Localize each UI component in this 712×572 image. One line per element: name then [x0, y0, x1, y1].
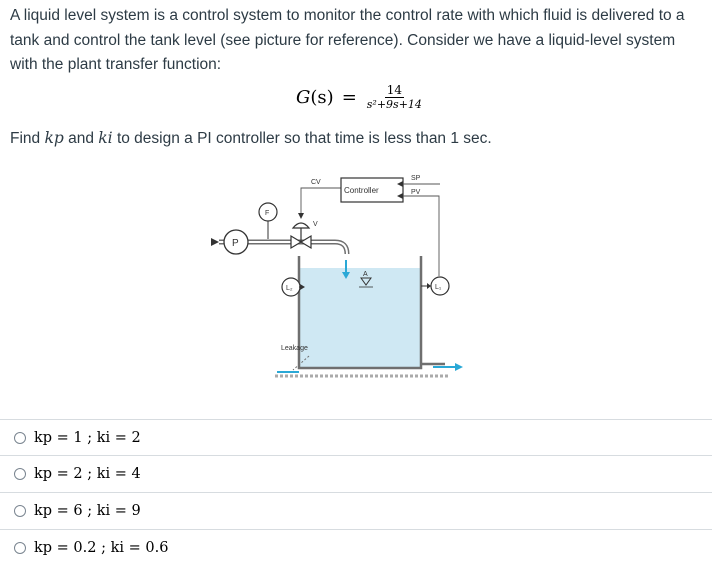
cv-arrowhead-icon — [298, 213, 304, 219]
leakage-label: Leakage — [281, 345, 308, 352]
valve-actuator-icon — [293, 223, 309, 228]
sp-label: SP — [411, 175, 421, 182]
valve-label: V — [313, 221, 318, 228]
formula-lhs: G(s) — [296, 87, 334, 108]
kp-symbol: kp — [44, 129, 64, 147]
l1-arrowhead-icon — [427, 283, 431, 289]
option-text: kp = 6 ; ki = 9 — [34, 503, 141, 519]
area-label: A — [363, 271, 368, 278]
option-text: kp = 0.2 ; ki = 0.6 — [34, 540, 169, 556]
radio-button[interactable] — [14, 432, 26, 444]
answer-options — [0, 419, 712, 566]
cv-label: CV — [311, 179, 321, 186]
answer-option-4[interactable] — [0, 529, 712, 566]
formula-equals: = — [341, 87, 357, 108]
tank-water — [299, 268, 421, 368]
question-prompt: Find kp and ki to design a PI controller so that time is less than 1 sec. — [10, 129, 492, 147]
radio-button[interactable] — [14, 468, 26, 480]
outlet-arrowhead-icon — [455, 363, 463, 371]
cv-signal-line — [301, 188, 341, 218]
formula-numerator: 14 — [386, 83, 402, 97]
liquid-level-diagram — [205, 168, 470, 388]
option-text: kp = 1 ; ki = 2 — [34, 429, 141, 446]
l1-sensor-label: L₁ — [435, 284, 442, 291]
ki-symbol: ki — [98, 129, 113, 147]
formula-denominator: s²+9s+14 — [366, 98, 422, 111]
question-intro: A liquid level system is a control system to monitor the control rate with which fluid is delivered to a tank and control the tank level (see picture for reference). Consider we have a liquid-level system with the plant transfer function: — [10, 7, 685, 73]
transfer-function — [296, 84, 424, 111]
controller-label: Controller — [344, 186, 379, 195]
radio-button[interactable] — [14, 542, 26, 554]
answer-option-1[interactable] — [0, 419, 712, 455]
answer-option-2[interactable] — [0, 455, 712, 492]
formula-fraction — [365, 84, 424, 111]
valve-right-icon — [301, 236, 311, 248]
inlet-arrowhead-icon — [211, 238, 219, 246]
valve-left-icon — [291, 236, 301, 248]
option-text: kp = 2 ; ki = 4 — [34, 466, 141, 482]
l2-sensor-label: L₂ — [286, 285, 293, 292]
pv-label: PV — [411, 189, 421, 196]
pump-label: P — [232, 238, 239, 249]
flow-sensor-label: F — [265, 210, 270, 217]
radio-button[interactable] — [14, 505, 26, 517]
answer-option-3[interactable] — [0, 492, 712, 529]
